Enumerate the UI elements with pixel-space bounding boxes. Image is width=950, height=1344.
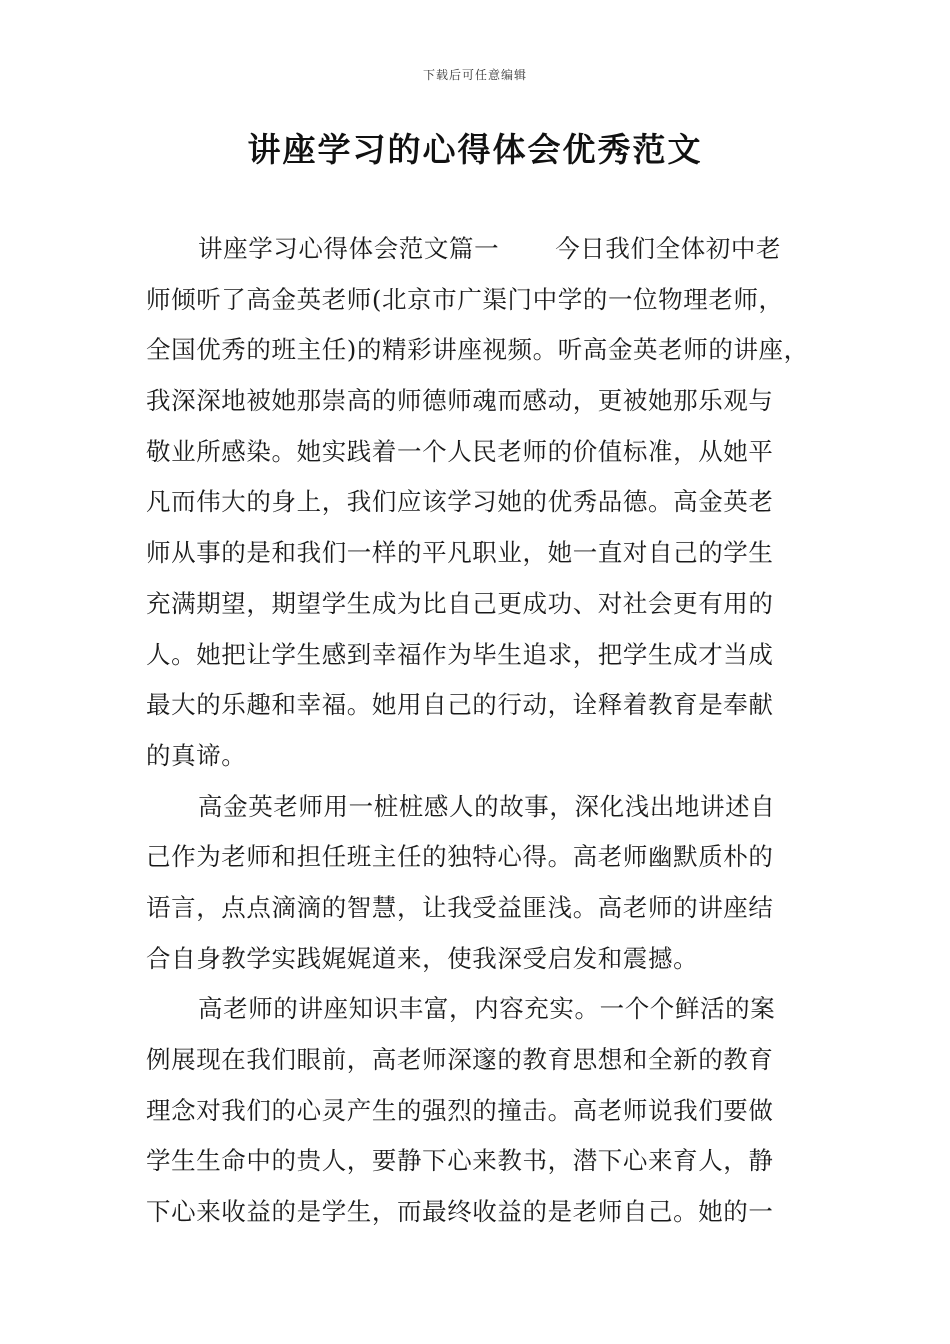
- text-line: 己作为老师和担任班主任的独特心得。高老师幽默质朴的: [146, 842, 774, 872]
- text-line: [146, 224, 808, 275]
- paragraph-2: [146, 782, 808, 985]
- text-line: 高老师的讲座知识丰富，内容充实。一个个鲜活的案: [198, 994, 776, 1024]
- text-line: 下心来收益的是学生，而最终收益的是老师自己。她的一: [146, 1197, 774, 1227]
- paragraph-1: [146, 224, 808, 782]
- text-line: 高金英老师用一桩桩感人的故事，深化浅出地讲述自: [198, 791, 776, 821]
- text-line: 凡而伟大的身上，我们应该学习她的优秀品德。高金英老: [146, 487, 774, 517]
- text-line: 敬业所感染。她实践着一个人民老师的价值标准，从她平: [146, 436, 774, 466]
- text-line: 学生生命中的贵人，要静下心来教书，潜下心来育人，静: [146, 1146, 774, 1176]
- text-line: 最大的乐趣和幸福。她用自己的行动，诠释着教育是奉献: [146, 690, 774, 720]
- text-line: 人。她把让学生感到幸福作为毕生追求，把学生成才当成: [146, 639, 774, 669]
- body-text: [146, 224, 808, 1238]
- text-line: 理念对我们的心灵产生的强烈的撞击。高老师说我们要做: [146, 1095, 774, 1125]
- text-line: 例展现在我们眼前，高老师深邃的教育思想和全新的教育: [146, 1045, 774, 1074]
- text-line: 师从事的是和我们一样的平凡职业，她一直对自己的学生: [146, 538, 774, 568]
- text-line: 充满期望，期望学生成为比自己更成功、对社会更有用的: [146, 588, 774, 618]
- section-heading: 讲座学习心得体会范文篇一: [198, 234, 500, 263]
- text-line: 的真谛。: [146, 740, 247, 770]
- text-line: 语言，点点滴滴的智慧，让我受益匪浅。高老师的讲座结: [146, 892, 774, 922]
- text-line: 我深深地被她那崇高的师德师魂而感动，更被她那乐观与: [146, 386, 774, 416]
- text-line: 师倾听了高金英老师(北京市广渠门中学的一位物理老师，: [146, 284, 784, 314]
- header-note: 下载后可任意编辑: [422, 68, 527, 82]
- page-title: 讲座学习的心得体会优秀范文: [247, 130, 703, 169]
- paragraph-3: [146, 984, 808, 1237]
- text-line: 全国优秀的班主任)的精彩讲座视频。听高金英老师的讲座，: [146, 335, 809, 365]
- text-line: 合自身教学实践娓娓道来，使我深受启发和震撼。: [146, 943, 699, 973]
- text-fragment: 今日我们全体初中老: [555, 234, 782, 263]
